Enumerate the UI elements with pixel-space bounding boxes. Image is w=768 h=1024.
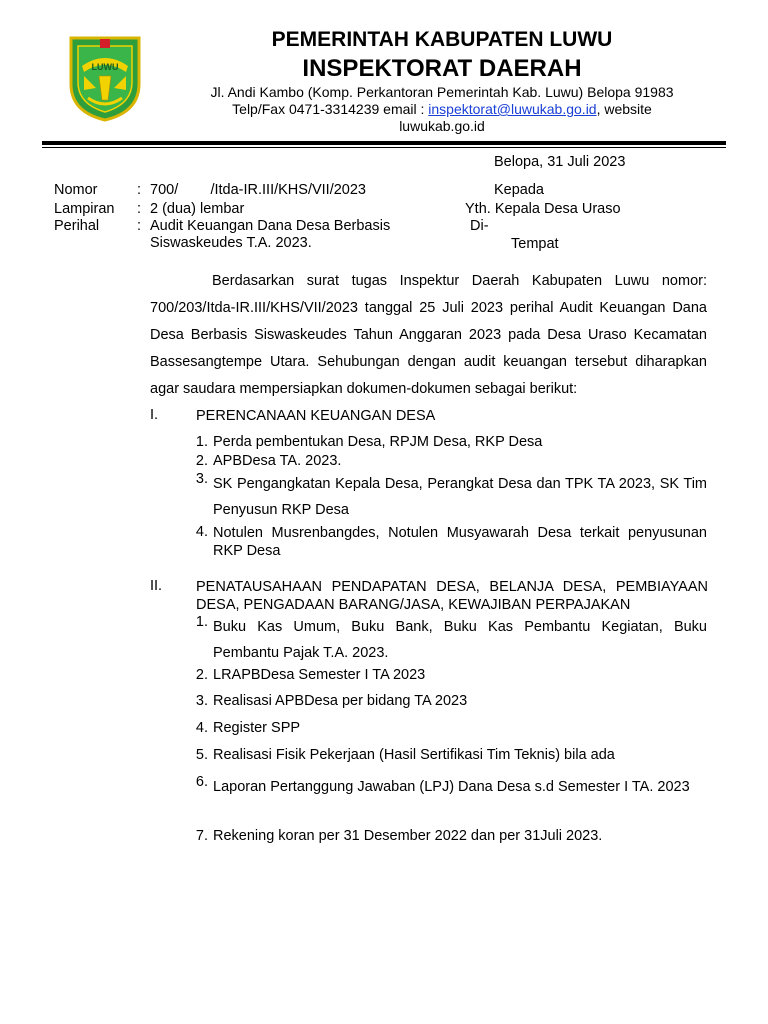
list-item-text: Perda pembentukan Desa, RPJM Desa, RKP Desa [213, 434, 543, 450]
list-item-number: 2. [195, 453, 208, 469]
section-1-title: PERENCANAAN KEUANGAN DESA [196, 408, 436, 424]
nomor-value: 700/ /Itda-IR.III/KHS/VII/2023 [150, 182, 366, 198]
letter-date: Belopa, 31 Juli 2023 [494, 154, 626, 170]
list-item-text: Register SPP [213, 720, 301, 736]
lampiran-label: Lampiran [54, 201, 115, 217]
list-item-number: 5. [195, 747, 208, 763]
recipient-tempat: Tempat [511, 236, 559, 252]
contact-line [168, 101, 716, 118]
list-item-number: 1. [195, 434, 208, 450]
logo-text: LUWU [91, 62, 119, 72]
recipient-di: Di- [470, 218, 489, 234]
list-item-number: 6. [195, 774, 208, 790]
perihal-value-line2: Siswaskeudes T.A. 2023. [150, 235, 312, 251]
list-item-text: Notulen Musrenbangdes, Notulen Musyawarah Desa terkait penyusunan RKP Desa [213, 525, 707, 559]
perihal-value-line1: Audit Keuangan Dana Desa Berbasis [150, 218, 391, 234]
website-text: luwukab.go.id [399, 118, 485, 134]
luwu-emblem-logo [66, 32, 144, 122]
section-1-number: I. [150, 407, 159, 423]
list-item-number: 4. [195, 524, 208, 540]
list-item-text: SK Pengangkatan Kepala Desa, Perangkat Desa dan TPK TA 2023, SK Tim Penyusun RKP Desa [213, 476, 707, 518]
body-text: Berdasarkan surat tugas Inspektur Daerah Kabupaten Luwu nomor: 700/203/Itda-IR.III/KHS/VII/2023 tanggal 25 Juli 2023 perihal Audit Keuangan Dana Desa Berbasis Siswaskeudes Tahun Anggaran 2023 pada Desa Uraso Kecamatan Bassesangtempe Utara. Sehubungan dengan audit keuangan tersebut diharapkan agar saudara mempersiapkan dokumen-dokumen sebagai berikut: [150, 273, 707, 397]
list-item-number: 1. [195, 614, 208, 630]
recipient-yth: Yth. Kepala Desa Uraso [465, 201, 621, 217]
section-2-number: II. [150, 578, 163, 594]
list-item-number: 2. [195, 667, 208, 683]
list-item-number: 7. [195, 828, 208, 844]
header-divider-thick [42, 141, 726, 145]
header-government-name: PEMERINTAH KABUPATEN LUWU [271, 28, 613, 51]
header-address [168, 84, 716, 135]
nomor-label: Nomor [54, 182, 98, 198]
lampiran-colon: : [137, 201, 142, 217]
list-item-text: Buku Kas Umum, Buku Bank, Buku Kas Pembantu Kegiatan, Buku Pembantu Pajak T.A. 2023. [213, 619, 707, 661]
contact-prefix: Telp/Fax 0471-3314239 email : [232, 101, 429, 117]
address-line: Jl. Andi Kambo (Komp. Perkantoran Pemerintah Kab. Luwu) Belopa 91983 [210, 84, 674, 100]
header-agency-name: INSPEKTORAT DAERAH [302, 55, 582, 82]
email-link[interactable]: inspektorat@luwukab.go.id [428, 101, 597, 117]
perihal-label: Perihal [54, 218, 100, 234]
list-item-text: Rekening koran per 31 Desember 2022 dan per 31Juli 2023. [213, 828, 603, 844]
section-2-title: PENATAUSAHAAN PENDAPATAN DESA, BELANJA DESA, PEMBIAYAAN DESA, PENGADAAN BARANG/JASA, KEWAJIBAN PERPAJAKAN [196, 579, 708, 613]
recipient-kepada: Kepada [494, 182, 544, 198]
list-item-text: Realisasi Fisik Pekerjaan (Hasil Sertifikasi Tim Teknis) bila ada [213, 747, 615, 763]
list-item-text: Laporan Pertanggung Jawaban (LPJ) Dana Desa s.d Semester I TA. 2023 [213, 779, 690, 795]
list-item-number: 3. [195, 693, 208, 709]
contact-suffix: , website [596, 101, 652, 117]
nomor-colon: : [137, 182, 142, 198]
list-item-number: 3. [195, 471, 208, 487]
perihal-colon: : [137, 218, 142, 234]
list-item-number: 4. [195, 720, 208, 736]
header-divider-thin [42, 147, 726, 148]
lampiran-value: 2 (dua) lembar [150, 201, 245, 217]
list-item-text: LRAPBDesa Semester I TA 2023 [213, 667, 426, 683]
list-item-text: APBDesa TA. 2023. [213, 453, 342, 469]
body-paragraph [150, 268, 707, 403]
list-item-text: Realisasi APBDesa per bidang TA 2023 [213, 693, 468, 709]
